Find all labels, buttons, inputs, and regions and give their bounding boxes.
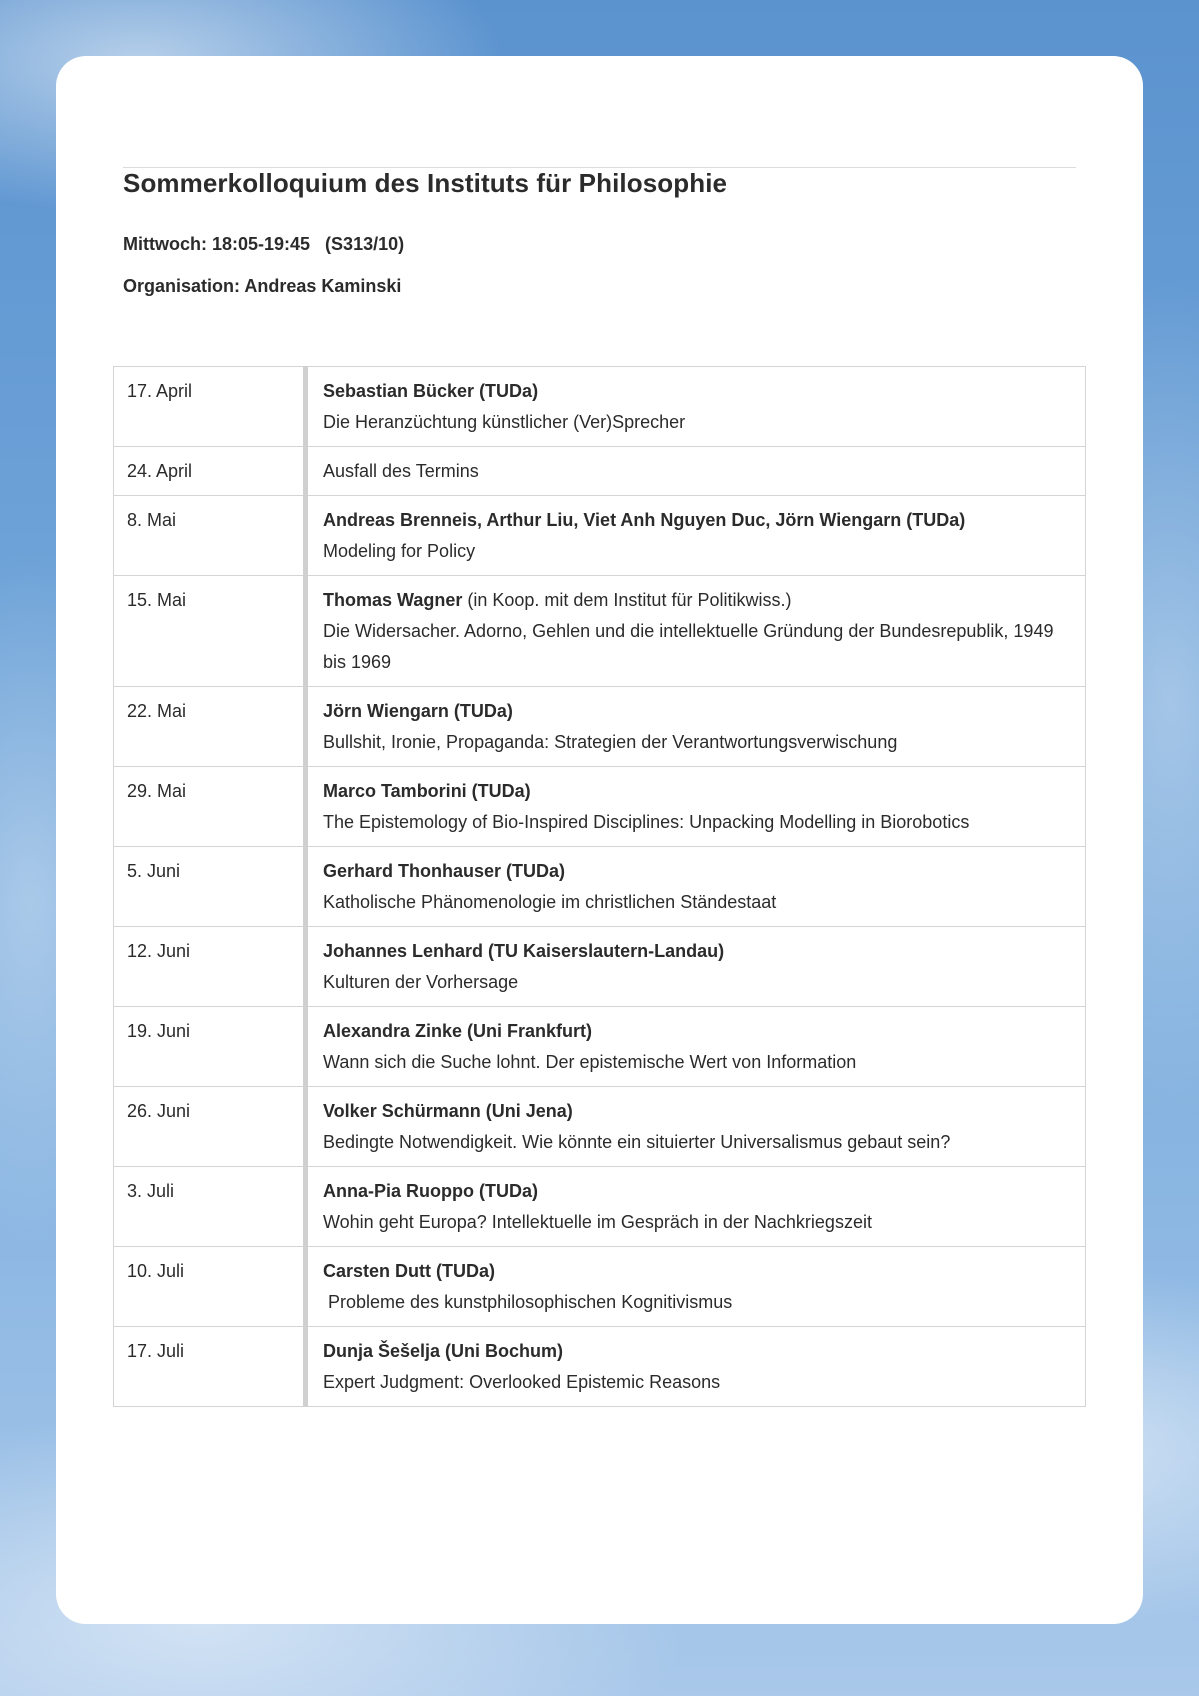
page-title: Sommerkolloquium des Instituts für Philosophie xyxy=(123,168,728,198)
session-talk xyxy=(306,447,1086,496)
session-date: 24. April xyxy=(114,447,306,496)
speaker-name: Carsten Dutt (TUDa) xyxy=(323,1261,496,1281)
session-talk xyxy=(306,927,1086,1007)
session-date: 26. Juni xyxy=(114,1087,306,1167)
speaker-name: Andreas Brenneis, Arthur Liu, Viet Anh Nguyen Duc, Jörn Wiengarn (TUDa) xyxy=(323,510,966,530)
talk-title: Kulturen der Vorhersage xyxy=(323,972,519,992)
session-date: 5. Juni xyxy=(114,847,306,927)
speaker-name: Marco Tamborini (TUDa) xyxy=(323,781,531,801)
speaker-note: (in Koop. mit dem Institut für Politikwiss.) xyxy=(462,590,792,610)
table-row xyxy=(114,1327,1086,1407)
session-date: 22. Mai xyxy=(114,687,306,767)
document-card xyxy=(56,56,1143,1624)
session-talk xyxy=(306,1087,1086,1167)
session-date: 17. April xyxy=(114,367,306,447)
schedule-table xyxy=(113,366,1086,1407)
table-row xyxy=(114,367,1086,447)
session-date: 12. Juni xyxy=(114,927,306,1007)
schedule-body xyxy=(114,367,1086,1407)
talk-title: Ausfall des Termins xyxy=(323,461,479,481)
speaker-name: Thomas Wagner xyxy=(323,590,463,610)
session-talk xyxy=(306,1327,1086,1407)
talk-title: Expert Judgment: Overlooked Epistemic Reasons xyxy=(323,1372,721,1392)
talk-title: Wohin geht Europa? Intellektuelle im Gespräch in der Nachkriegszeit xyxy=(323,1212,872,1232)
talk-title: Bedingte Notwendigkeit. Wie könnte ein situierter Universalismus gebaut sein? xyxy=(323,1132,951,1152)
talk-title: Die Heranzüchtung künstlicher (Ver)Sprecher xyxy=(323,412,686,432)
session-talk xyxy=(306,847,1086,927)
session-talk xyxy=(306,367,1086,447)
session-date: 19. Juni xyxy=(114,1007,306,1087)
table-row xyxy=(114,1087,1086,1167)
table-row xyxy=(114,767,1086,847)
session-talk xyxy=(306,1007,1086,1087)
speaker-name: Jörn Wiengarn (TUDa) xyxy=(323,701,513,721)
table-row xyxy=(114,447,1086,496)
organisation: Organisation: Andreas Kaminski xyxy=(123,276,402,296)
talk-title: Bullshit, Ironie, Propaganda: Strategien der Verantwortungsverwischung xyxy=(323,732,898,752)
talk-title: The Epistemology of Bio-Inspired Disciplines: Unpacking Modelling in Biorobotics xyxy=(323,812,970,832)
session-date: 8. Mai xyxy=(114,496,306,576)
speaker-name: Anna-Pia Ruoppo (TUDa) xyxy=(323,1181,538,1201)
session-talk xyxy=(306,1247,1086,1327)
talk-title: Wann sich die Suche lohnt. Der epistemische Wert von Information xyxy=(323,1052,857,1072)
speaker-name: Sebastian Bücker (TUDa) xyxy=(323,381,539,401)
table-row xyxy=(114,687,1086,767)
session-talk xyxy=(306,767,1086,847)
session-date: 29. Mai xyxy=(114,767,306,847)
speaker-name: Volker Schürmann (Uni Jena) xyxy=(323,1101,573,1121)
session-talk xyxy=(306,496,1086,576)
session-talk xyxy=(306,687,1086,767)
table-row xyxy=(114,576,1086,687)
session-date: 10. Juli xyxy=(114,1247,306,1327)
table-row xyxy=(114,1167,1086,1247)
table-row xyxy=(114,1247,1086,1327)
table-row xyxy=(114,496,1086,576)
session-talk xyxy=(306,576,1086,687)
table-row xyxy=(114,847,1086,927)
table-row xyxy=(114,1007,1086,1087)
speaker-name: Johannes Lenhard (TU Kaiserslautern-Landau) xyxy=(323,941,725,961)
speaker-name: Dunja Šešelja (Uni Bochum) xyxy=(323,1341,564,1361)
title-divider xyxy=(123,167,1076,168)
meeting-time: Mittwoch: 18:05-19:45 (S313/10) xyxy=(123,234,405,254)
speaker-name: Gerhard Thonhauser (TUDa) xyxy=(323,861,566,881)
talk-title: Probleme des kunstphilosophischen Kognitivismus xyxy=(323,1292,733,1312)
table-row xyxy=(114,927,1086,1007)
session-date: 15. Mai xyxy=(114,576,306,687)
session-talk xyxy=(306,1167,1086,1247)
talk-title: Modeling for Policy xyxy=(323,541,476,561)
talk-title: Katholische Phänomenologie im christlichen Ständestaat xyxy=(323,892,777,912)
session-date: 3. Juli xyxy=(114,1167,306,1247)
session-date: 17. Juli xyxy=(114,1327,306,1407)
talk-title: Die Widersacher. Adorno, Gehlen und die intellektuelle Gründung der Bundesrepublik, 1949 bis 1969 xyxy=(323,621,1059,672)
speaker-name: Alexandra Zinke (Uni Frankfurt) xyxy=(323,1021,593,1041)
